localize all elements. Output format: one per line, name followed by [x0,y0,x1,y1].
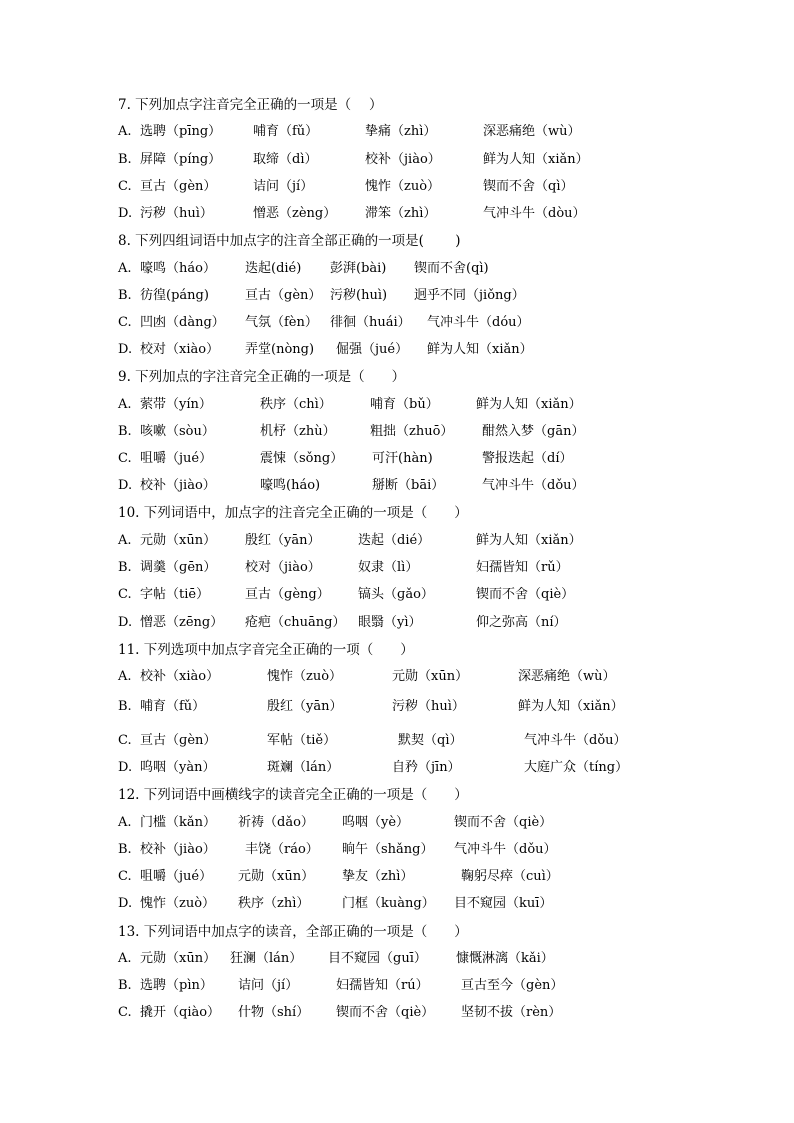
question-12-stem: 12. 下列词语中画横线字的读音完全正确的一项是（ ） [118,787,468,803]
option-item: 妇孺皆知（rǔ） [476,560,569,575]
option-item: 掰断（bāi） [372,478,445,493]
option-item: 鲜为人知（xiǎn） [483,152,589,167]
option-item: 诘问（jí） [253,179,314,194]
option-item: 妇孺皆知（rú） [336,978,429,993]
option-item: 亘古（gèn） [245,288,322,303]
option-label: A. [118,261,132,276]
option-label: C. [118,587,132,602]
option-item: 撬开（qiào） [140,1005,221,1020]
option-item: 警报迭起（dí） [482,451,573,466]
option-label: B. [118,699,132,714]
option-label: A. [118,815,132,830]
option-item: 气冲斗牛（dǒu） [454,842,557,857]
option-item: 字帖（tiē） [140,587,210,602]
option-item: 鲜为人知（xiǎn） [476,533,582,548]
option-item: 哺育（fǔ） [253,124,319,139]
option-item: 萦带（yín） [140,397,212,412]
option-item: 呜咽（yàn） [140,760,216,775]
option-label: C. [118,1005,132,1020]
option-label: C. [118,451,132,466]
option-label: B. [118,842,132,857]
option-item: 倔强（jué） [336,342,409,357]
question-8-stem: 8. 下列四组词语中加点字的注音全部正确的一项是( ) [118,233,461,249]
option-item: 锲而不舍（qiè） [336,1005,435,1020]
option-item: 慷慨淋漓（kǎi） [456,951,554,966]
option-item: 哺育（bǔ） [370,397,439,412]
option-item: 可汗(hàn) [372,451,433,466]
option-item: 鲜为人知（xiǎn） [518,699,624,714]
option-label: B. [118,978,132,993]
option-item: 元勋（xūn） [140,533,217,548]
option-label: A. [118,669,132,684]
option-item: 元勋（xūn） [392,669,469,684]
option-label: D. [118,478,133,493]
option-item: 气冲斗牛（dòu） [483,206,586,221]
option-label: B. [118,424,132,439]
option-item: 丰饶（ráo） [245,842,319,857]
option-item: 嚎鸣(háo) [260,478,321,493]
option-item: 仰之弥高（ní） [476,615,567,630]
option-item: 什物（shí） [238,1005,310,1020]
option-label: B. [118,288,132,303]
option-item: 取缔（dì） [253,152,318,167]
option-label: C. [118,179,132,194]
option-item: 气冲斗牛（dǒu） [482,478,585,493]
option-item: 镐头（ɡǎo） [358,587,434,602]
option-item: 愧怍（zuò） [365,179,441,194]
option-item: 迭起(dié) [245,261,302,276]
option-label: D. [118,342,133,357]
option-label: A. [118,124,132,139]
option-item: 凹凼（dàng） [140,315,225,330]
option-item: 迥乎不同（jiǒng） [414,288,525,303]
option-item: 迭起（dié） [358,533,431,548]
option-item: 校补（xiào） [140,669,220,684]
option-item: 狂澜（lán） [230,951,303,966]
option-label: C. [118,315,132,330]
option-item: 自矜（jīn） [392,760,461,775]
option-item: 咀嚼（jué） [140,451,213,466]
question-9-stem: 9. 下列加点的字注音完全正确的一项是（ ） [118,369,406,385]
option-item: 目不窥园（kuī） [454,896,553,911]
option-item: 气冲斗牛（dóu） [427,315,530,330]
option-item: 滞笨（zhì） [365,206,437,221]
option-item: 亘古（gèn） [140,179,217,194]
option-item: 震悚（sǒng） [260,451,344,466]
option-item: 选聘（pìn） [140,978,213,993]
option-item: 元勋（xūn） [140,951,217,966]
option-item: 机杼（zhù） [260,424,336,439]
option-item: 锲而不舍（qiè） [454,815,553,830]
option-item: 大庭广众（tíng） [524,760,629,775]
option-label: A. [118,397,132,412]
option-item: 门框（kuàng） [342,896,435,911]
option-item: 气氛（fèn） [245,315,318,330]
option-item: 鞠躬尽瘁（cuì） [461,869,559,884]
option-item: 诘问（jí） [238,978,299,993]
option-item: 彭湃(bài) [330,261,387,276]
option-item: 亘古（ɡèng） [245,587,330,602]
option-item: 愧怍（zuò） [140,896,216,911]
option-item: 校补（jiào） [140,478,216,493]
option-item: 殷红（yān） [245,533,321,548]
option-item: 深恶痛绝（wù） [483,124,581,139]
option-item: 坚韧不拔（rèn） [461,1005,562,1020]
option-label: A. [118,951,132,966]
option-item: 元勋（xūn） [238,869,315,884]
option-item: 呜咽（yè） [342,815,410,830]
option-item: 校对（jiào） [245,560,321,575]
option-label: B. [118,560,132,575]
option-item: 亘古至今（gèn） [461,978,564,993]
question-13-stem: 13. 下列词语中加点字的读音，全部正确的一项是（ ） [118,924,468,940]
option-item: 屏障（píng） [140,152,222,167]
option-item: 挚友（zhì） [342,869,414,884]
option-item: 憎恶（zēng） [140,615,224,630]
option-item: 默契（qì） [398,733,463,748]
option-item: 粗拙（zhuō） [370,424,454,439]
option-item: 亘古（ɡèn） [140,733,217,748]
option-label: C. [118,869,132,884]
option-item: 锲而不舍（qiè） [476,587,575,602]
option-item: 弄堂(nòng) [245,342,315,357]
question-7-stem: 7. 下列加点字注音完全正确的一项是（ ） [118,97,383,113]
option-item: 愧怍（zuò） [267,669,343,684]
option-item: 鲜为人知（xiǎn） [427,342,533,357]
option-item: 锲而不舍（qì） [483,179,574,194]
option-item: 调羹（ɡēn） [140,560,217,575]
option-item: 秩序（zhì） [238,896,310,911]
option-item: 门槛（kǎn） [140,815,217,830]
option-item: 污秽（huì） [392,699,465,714]
option-item: 目不窥园（guī） [328,951,427,966]
option-item: 深恶痛绝（wù） [518,669,616,684]
option-item: 晌午（shǎng） [342,842,434,857]
option-label: D. [118,615,133,630]
option-item: 锲而不舍(qì) [414,261,489,276]
option-item: 嚎鸣（háo） [140,261,216,276]
option-item: 咀嚼（jué） [140,869,213,884]
option-item: 污秽（huì） [140,206,213,221]
option-item: 污秽(huì) [330,288,388,303]
option-item: 眼翳（yì） [358,615,422,630]
option-label: D. [118,896,133,911]
question-11-stem: 11. 下列选项中加点字音完全正确的一项（ ） [118,642,414,658]
option-item: 哺育（fǔ） [140,699,206,714]
option-item: 校补（jiào） [140,842,216,857]
option-item: 选聘（pīng） [140,124,222,139]
option-item: 殷红（yān） [267,699,343,714]
option-label: D. [118,760,133,775]
option-item: 挚痛（zhì） [365,124,437,139]
option-item: 校补（jiào） [365,152,441,167]
option-item: 咳嗽（sòu） [140,424,215,439]
option-item: 气冲斗牛（dǒu） [524,733,627,748]
option-label: A. [118,533,132,548]
option-item: 秩序（chì） [260,397,332,412]
option-item: 斑斓（lán） [267,760,340,775]
option-item: 奴隶（lì） [358,560,419,575]
option-item: 军帖（tiě） [267,733,337,748]
option-label: B. [118,152,132,167]
option-item: 祈祷（dǎo） [238,815,314,830]
question-10-stem: 10. 下列词语中，加点字的注音完全正确的一项是（ ） [118,505,468,521]
option-item: 憎恶（zèng） [253,206,337,221]
option-item: 校对（xiào） [140,342,220,357]
option-item: 彷徨(páng) [140,288,209,303]
option-label: D. [118,206,133,221]
option-item: 鲜为人知（xiǎn） [476,397,582,412]
option-item: 酣然入梦（gān） [482,424,585,439]
option-label: C. [118,733,132,748]
option-item: 疮疤（chuāng） [245,615,346,630]
option-item: 徘徊（huái） [330,315,411,330]
